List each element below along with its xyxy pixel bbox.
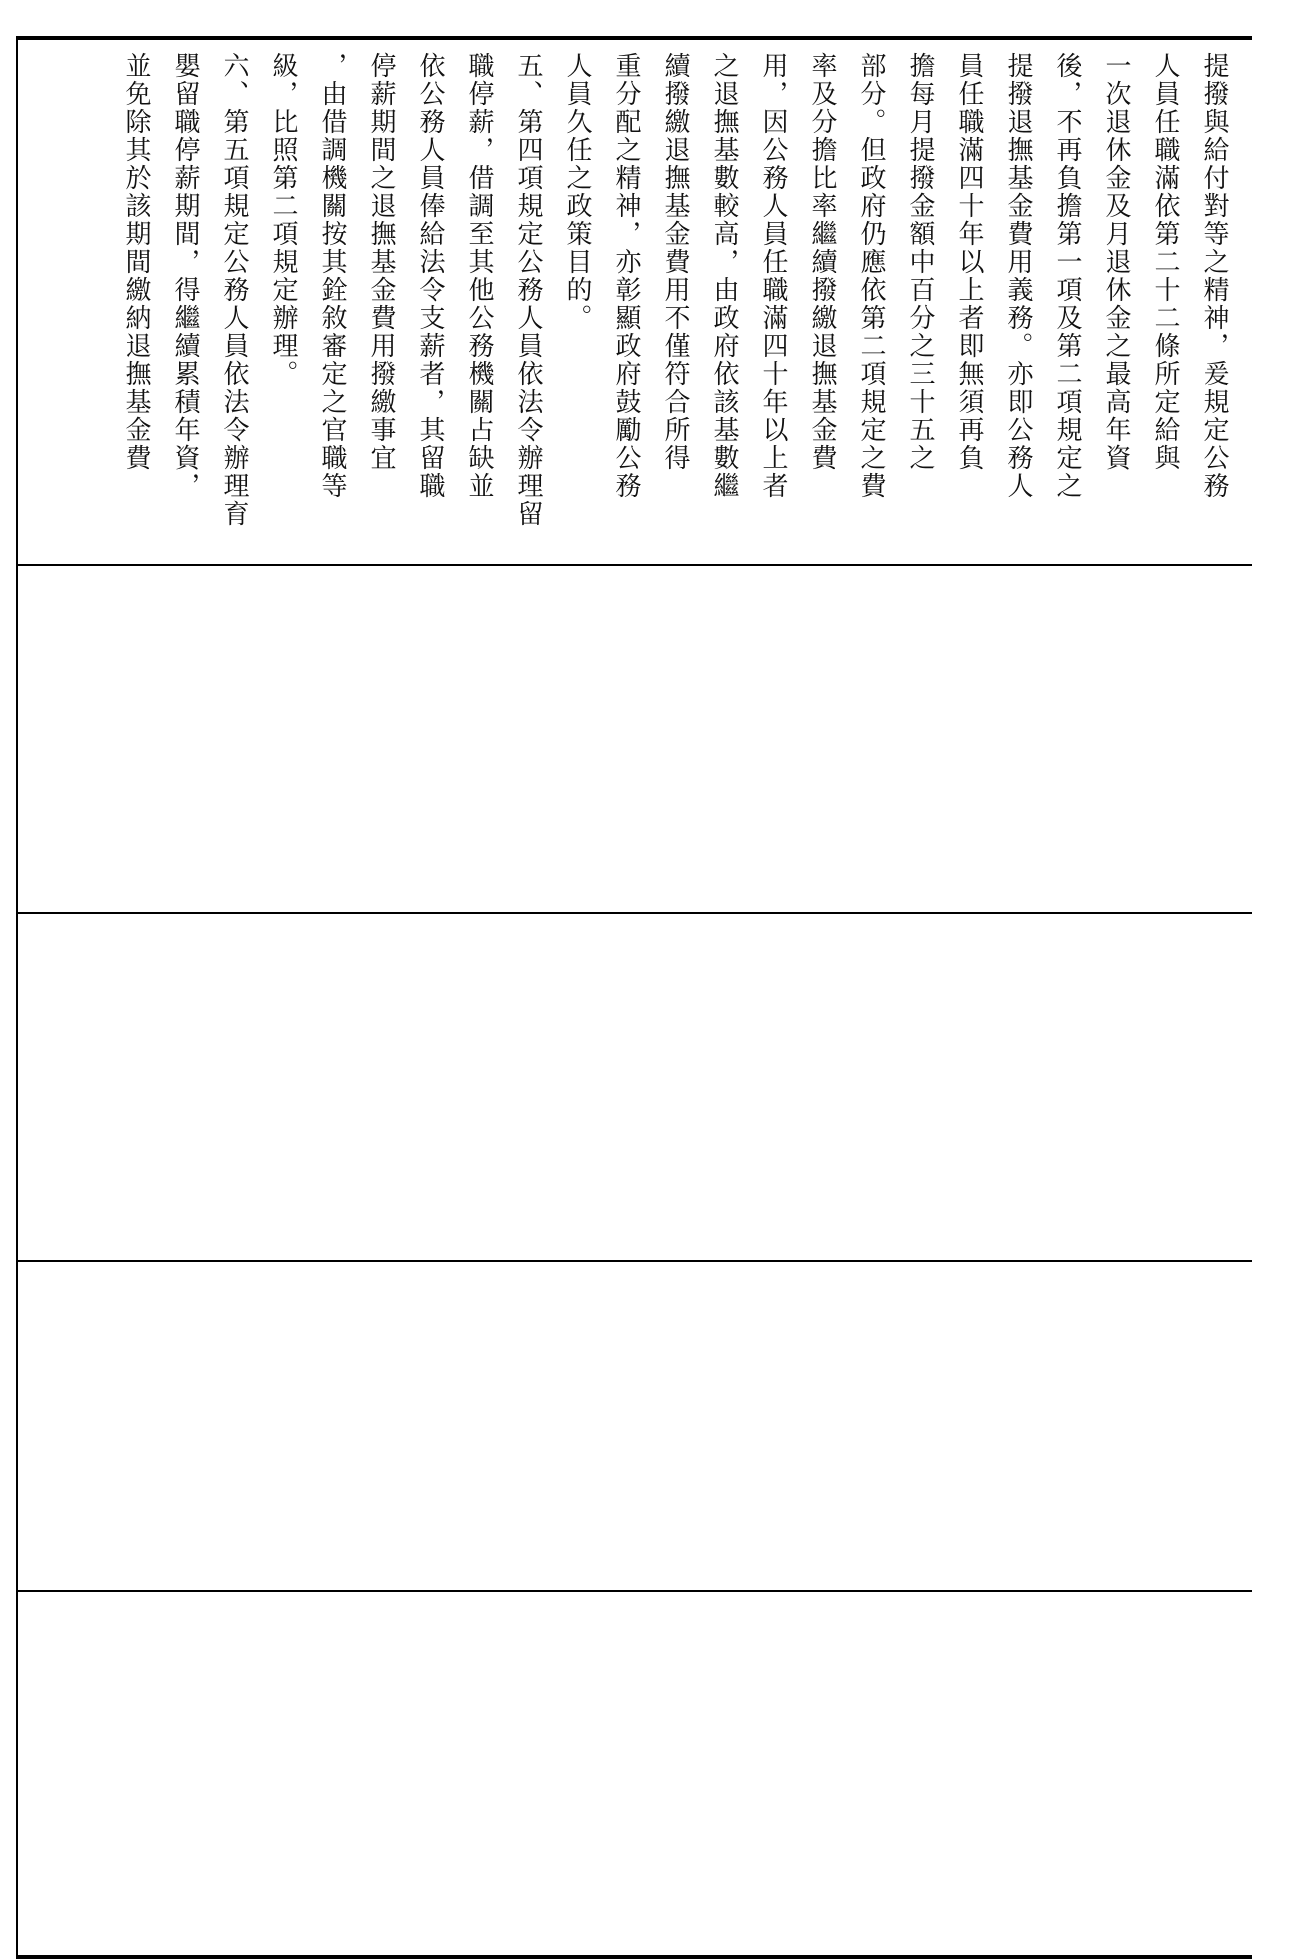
row-divider-3: [16, 1260, 1252, 1262]
text-column: 提撥退撫基金費用義務。亦即公務人: [1003, 52, 1033, 500]
row-divider-2: [16, 912, 1252, 914]
text-column: 依公務人員俸給法令支薪者，其留職: [415, 52, 445, 500]
text-column: 擔每月提撥金額中百分之三十五之: [905, 52, 935, 472]
text-column: 級，比照第二項規定辦理。: [268, 52, 298, 388]
text-column: 後，不再負擔第一項及第二項規定之: [1052, 52, 1082, 500]
text-column: 停薪期間之退撫基金費用撥繳事宜: [366, 52, 396, 472]
text-column: 重分配之精神，亦彰顯政府鼓勵公務: [611, 52, 641, 500]
text-column: 續撥繳退撫基金費用不僅符合所得: [660, 52, 690, 472]
text-column: 職停薪，借調至其他公務機關占缺並: [464, 52, 494, 500]
text-column: 六、第五項規定公務人員依法令辦理育: [219, 52, 249, 528]
top-rule: [16, 36, 1252, 40]
text-column: 一次退休金及月退休金之最高年資: [1101, 52, 1131, 472]
text-column: ，由借調機關按其銓敘審定之官職等: [317, 52, 347, 500]
text-column: 員任職滿四十年以上者即無須再負: [954, 52, 984, 472]
row-divider-4: [16, 1590, 1252, 1592]
text-column: 嬰留職停薪期間，得繼續累積年資，: [170, 52, 200, 500]
text-column: 之退撫基數較高，由政府依該基數繼: [709, 52, 739, 500]
text-column: 人員任職滿依第二十二條所定給與: [1150, 52, 1180, 472]
text-column: 用，因公務人員任職滿四十年以上者: [758, 52, 788, 500]
text-column: 提撥與給付對等之精神，爰規定公務: [1199, 52, 1229, 500]
document-table: [16, 36, 1252, 1956]
text-column: 並免除其於該期間繳納退撫基金費: [121, 52, 151, 472]
text-column: 部分。但政府仍應依第二項規定之費: [856, 52, 886, 500]
left-rule: [16, 36, 18, 1959]
explanation-text-block: [118, 52, 1232, 582]
text-column: 五、第四項規定公務人員依法令辦理留: [513, 52, 543, 528]
text-column: 率及分擔比率繼續撥繳退撫基金費: [807, 52, 837, 472]
bottom-rule: [16, 1955, 1252, 1959]
text-column: 人員久任之政策目的。: [562, 52, 592, 332]
